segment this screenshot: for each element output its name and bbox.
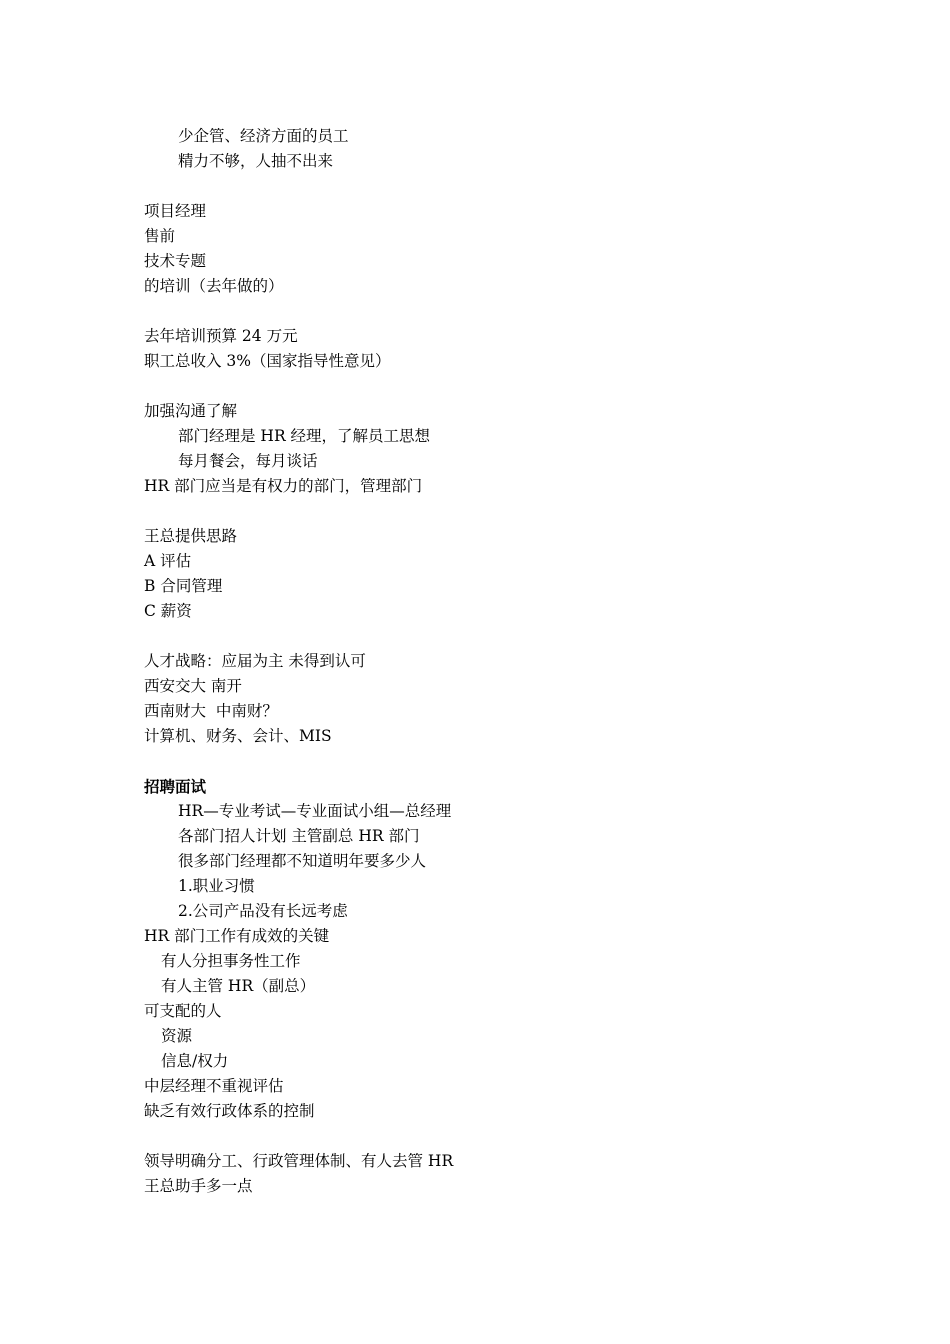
section-heading: 加强沟通了解 <box>144 402 238 420</box>
note-line: 信息/权力 <box>161 1052 229 1070</box>
note-line: 缺乏有效行政体系的控制 <box>144 1102 315 1120</box>
note-line: 很多部门经理都不知道明年要多少人 <box>178 852 427 870</box>
note-line: 中层经理不重视评估 <box>144 1077 284 1095</box>
note-line: 的培训（去年做的） <box>144 277 284 295</box>
note-line: 职工总收入 3%（国家指导性意见） <box>144 352 391 370</box>
note-line: A 评估 <box>144 552 192 570</box>
note-line: 资源 <box>161 1027 193 1045</box>
note-line: 有人主管 HR（副总） <box>161 977 316 995</box>
note-line: 技术专题 <box>144 252 207 270</box>
paragraph-spacer <box>144 299 844 324</box>
note-line: B 合同管理 <box>144 577 223 595</box>
note-line: 各部门招人计划 主管副总 HR 部门 <box>178 827 420 845</box>
section-heading: 王总提供思路 <box>144 527 238 545</box>
paragraph-spacer <box>144 374 844 399</box>
note-line: 可支配的人 <box>144 1002 222 1020</box>
note-line: C 薪资 <box>144 602 192 620</box>
note-line: 少企管、经济方面的员工 <box>178 127 349 145</box>
paragraph-spacer <box>144 1124 844 1149</box>
note-line: 售前 <box>144 227 176 245</box>
note-line: HR—专业考试—专业面试小组—总经理 <box>178 802 452 820</box>
paragraph-spacer <box>144 624 844 649</box>
paragraph-spacer <box>144 499 844 524</box>
note-line: 项目经理 <box>144 202 207 220</box>
note-line: 计算机、财务、会计、MIS <box>144 727 332 745</box>
section-heading-bold: 招聘面试 <box>144 777 207 796</box>
note-line: 有人分担事务性工作 <box>161 952 301 970</box>
paragraph-spacer <box>144 174 844 199</box>
note-line: 西南财大 中南财？ <box>144 702 278 720</box>
note-line: 王总助手多一点 <box>144 1177 253 1195</box>
note-line: 1.职业习惯 <box>178 877 255 895</box>
note-line: 部门经理是 HR 经理，了解员工思想 <box>178 427 431 445</box>
note-line: 精力不够，人抽不出来 <box>178 152 334 170</box>
notes-body <box>144 124 844 1199</box>
note-line: 人才战略：应届为主 未得到认可 <box>144 652 366 670</box>
note-line: 2.公司产品没有长远考虑 <box>178 902 348 920</box>
note-line: 去年培训预算 24 万元 <box>144 327 298 345</box>
note-line: 每月餐会，每月谈话 <box>178 452 318 470</box>
note-line: HR 部门应当是有权力的部门，管理部门 <box>144 477 423 495</box>
note-line: 领导明确分工、行政管理体制、有人去管 HR <box>144 1152 454 1170</box>
note-line: HR 部门工作有成效的关键 <box>144 927 330 945</box>
note-line: 西安交大 南开 <box>144 677 242 695</box>
paragraph-spacer <box>144 749 844 774</box>
